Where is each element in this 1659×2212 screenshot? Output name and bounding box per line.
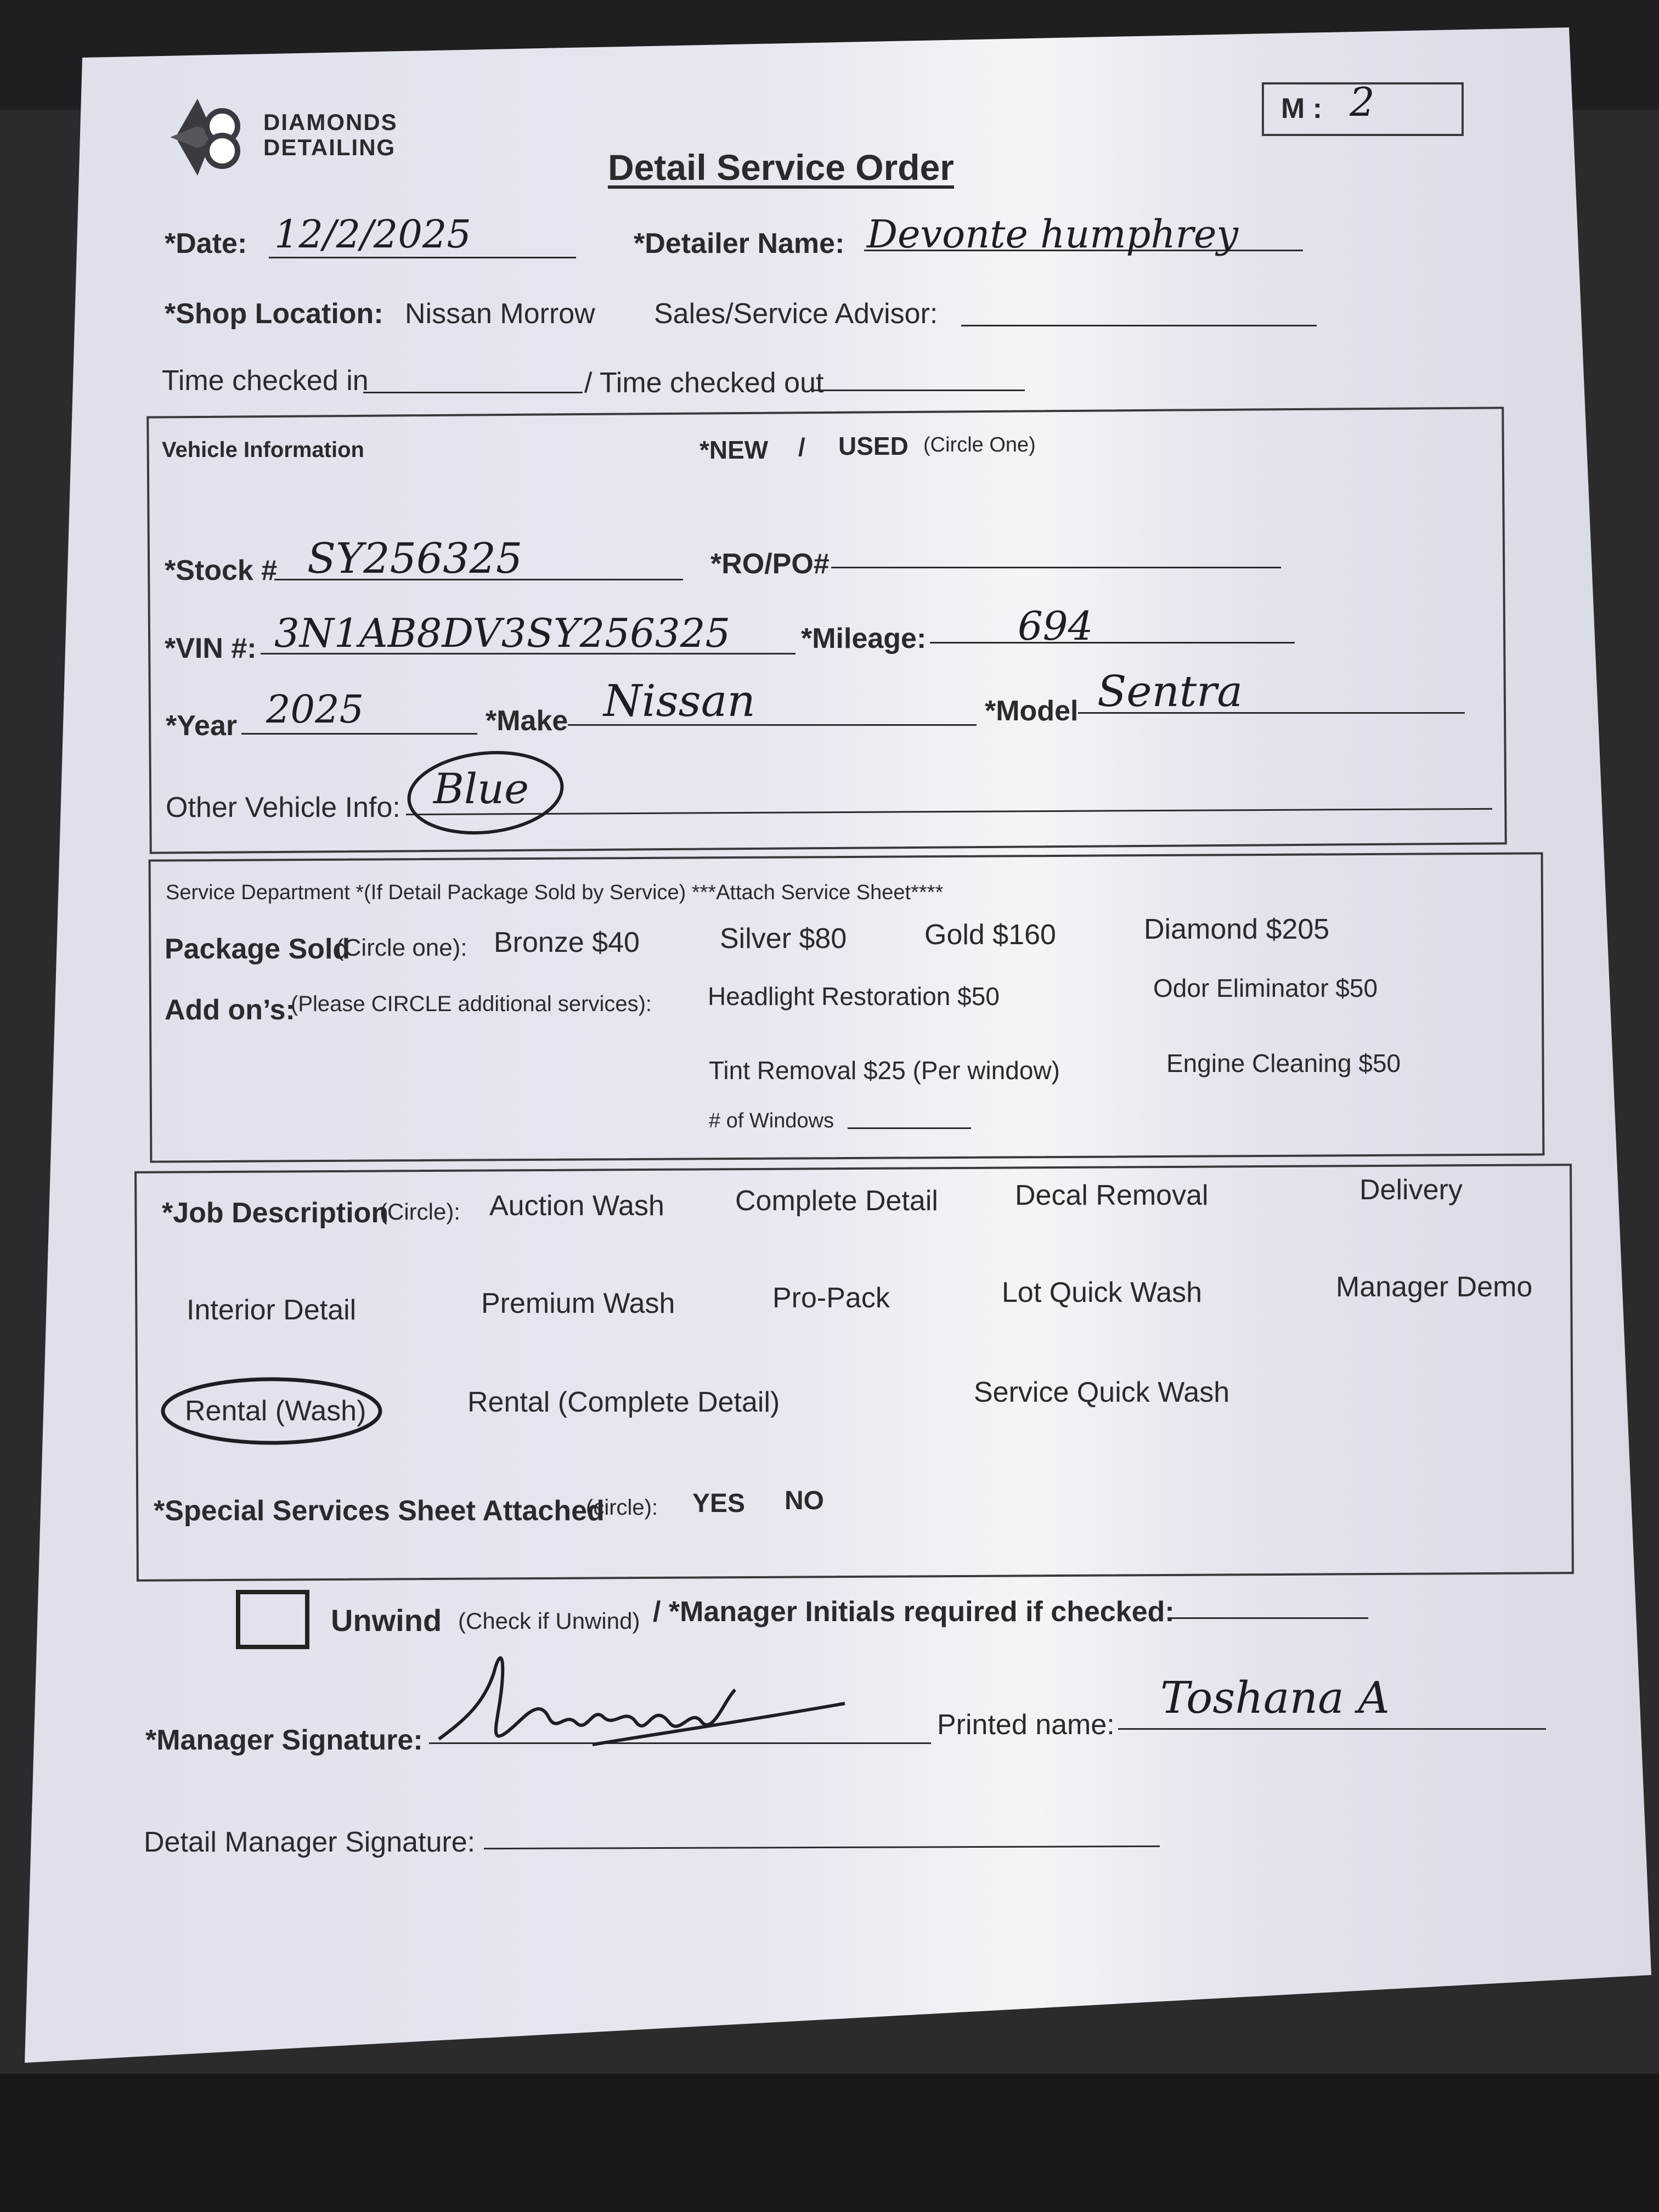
advisor-label: Sales/Service Advisor: [654, 298, 938, 330]
special-yes: YES [692, 1489, 746, 1518]
stock-label: *Stock # [165, 555, 278, 586]
special-no: NO [785, 1486, 824, 1515]
other-info-label: Other Vehicle Info: [166, 792, 400, 823]
package-gold: Gold $160 [924, 919, 1056, 951]
vin-label: *VIN #: [165, 633, 257, 664]
time-out-label: / Time checked out [584, 367, 824, 399]
new-option: *NEW [699, 436, 769, 464]
company-logo [165, 93, 406, 187]
windows-line [848, 1127, 971, 1129]
model-label: *Model [985, 695, 1079, 727]
mileage-label: *Mileage: [801, 623, 927, 654]
package-label: Package Sold [165, 933, 351, 965]
logo-line2: DETAILING [263, 134, 396, 160]
job-interior-detail: Interior Detail [187, 1294, 357, 1326]
shop-label: *Shop Location: [165, 298, 383, 330]
job-note: (Circle): [380, 1199, 460, 1224]
unwind-label: Unwind [331, 1603, 442, 1638]
package-silver: Silver $80 [720, 923, 847, 955]
stock-value: SY256325 [307, 534, 523, 583]
unwind-initials-line [1167, 1617, 1368, 1619]
circle-one-note: (Circle One) [923, 433, 1036, 456]
unwind-note: (Check if Unwind) [458, 1608, 640, 1634]
shop-value: Nissan Morrow [405, 298, 595, 330]
date-label: *Date: [165, 228, 247, 259]
ro-label: *RO/PO# [710, 548, 830, 580]
manager-signature-scribble [428, 1640, 856, 1767]
mileage-value: 694 [1018, 603, 1093, 649]
unwind-checkbox[interactable] [236, 1590, 309, 1649]
printed-name-line [1118, 1728, 1546, 1730]
job-label: *Job Description [162, 1197, 389, 1229]
detailer-value: Devonte humphrey [867, 212, 1238, 257]
logo-line1: DIAMONDS [263, 109, 398, 135]
package-diamond: Diamond $205 [1144, 913, 1330, 945]
addons-label: Add on’s: [165, 994, 295, 1026]
detail-manager-signature-label: Detail Manager Signature: [144, 1826, 476, 1858]
printed-name-value: Toshana A [1160, 1672, 1390, 1723]
addons-note: (Please CIRCLE additional services): [291, 992, 652, 1016]
used-option: USED [838, 432, 909, 460]
package-note: (Circle one): [336, 934, 467, 961]
make-value: Nissan [603, 675, 755, 726]
year-line [241, 733, 477, 735]
manager-signature-label: *Manager Signature: [145, 1724, 423, 1756]
vin-value: 3N1AB8DV3SY256325 [274, 610, 731, 656]
special-services-note: (circle): [586, 1496, 658, 1520]
model-value: Sentra [1097, 667, 1243, 716]
corner-label: M : [1281, 93, 1323, 125]
job-rental-complete-detail: Rental (Complete Detail) [467, 1386, 780, 1418]
addon-engine: Engine Cleaning $50 [1166, 1049, 1401, 1077]
detail-manager-signature-line [484, 1846, 1160, 1849]
job-rental-wash: Rental (Wash) [185, 1395, 366, 1427]
job-pro-pack: Pro-Pack [772, 1282, 890, 1314]
service-section-label: Service Department *(If Detail Package Sold by Service) ***Attach Service Sheet**** [166, 881, 944, 904]
date-value: 12/2/2025 [274, 212, 471, 257]
job-lot-quick-wash: Lot Quick Wash [1002, 1277, 1203, 1308]
addon-tint: Tint Removal $25 (Per window) [709, 1056, 1060, 1085]
page-title: Detail Service Order [608, 147, 954, 188]
year-label: *Year [166, 710, 238, 742]
special-services-label: *Special Services Sheet Attached [154, 1495, 605, 1527]
vehicle-section-label: Vehicle Information [162, 438, 364, 462]
detailer-label: *Detailer Name: [634, 228, 845, 259]
package-bronze: Bronze $40 [494, 927, 640, 958]
addon-headlight: Headlight Restoration $50 [708, 982, 1000, 1011]
date-line [269, 257, 576, 258]
job-manager-demo: Manager Demo [1336, 1271, 1533, 1303]
time-in-label: Time checked in [162, 365, 369, 397]
ro-line [831, 567, 1281, 568]
unwind-initials-label: / *Manager Initials required if checked: [653, 1596, 1175, 1628]
addon-odor: Odor Eliminator $50 [1153, 974, 1378, 1002]
job-decal-removal: Decal Removal [1015, 1180, 1209, 1211]
job-service-quick-wash: Service Quick Wash [974, 1376, 1230, 1408]
time-in-line [363, 392, 583, 393]
windows-label: # of Windows [709, 1109, 834, 1132]
make-label: *Make [486, 705, 568, 737]
year-value: 2025 [266, 687, 364, 732]
corner-value: 2 [1350, 79, 1375, 125]
new-used-slash: / [798, 433, 805, 461]
mileage-line [930, 642, 1295, 644]
job-auction-wash: Auction Wash [489, 1190, 664, 1222]
job-premium-wash: Premium Wash [481, 1288, 675, 1319]
advisor-line [961, 325, 1317, 326]
job-delivery: Delivery [1359, 1174, 1463, 1206]
time-out-line [811, 390, 1025, 391]
job-complete-detail: Complete Detail [735, 1185, 938, 1217]
printed-name-label: Printed name: [937, 1709, 1115, 1741]
other-info-value: Blue [433, 764, 529, 813]
